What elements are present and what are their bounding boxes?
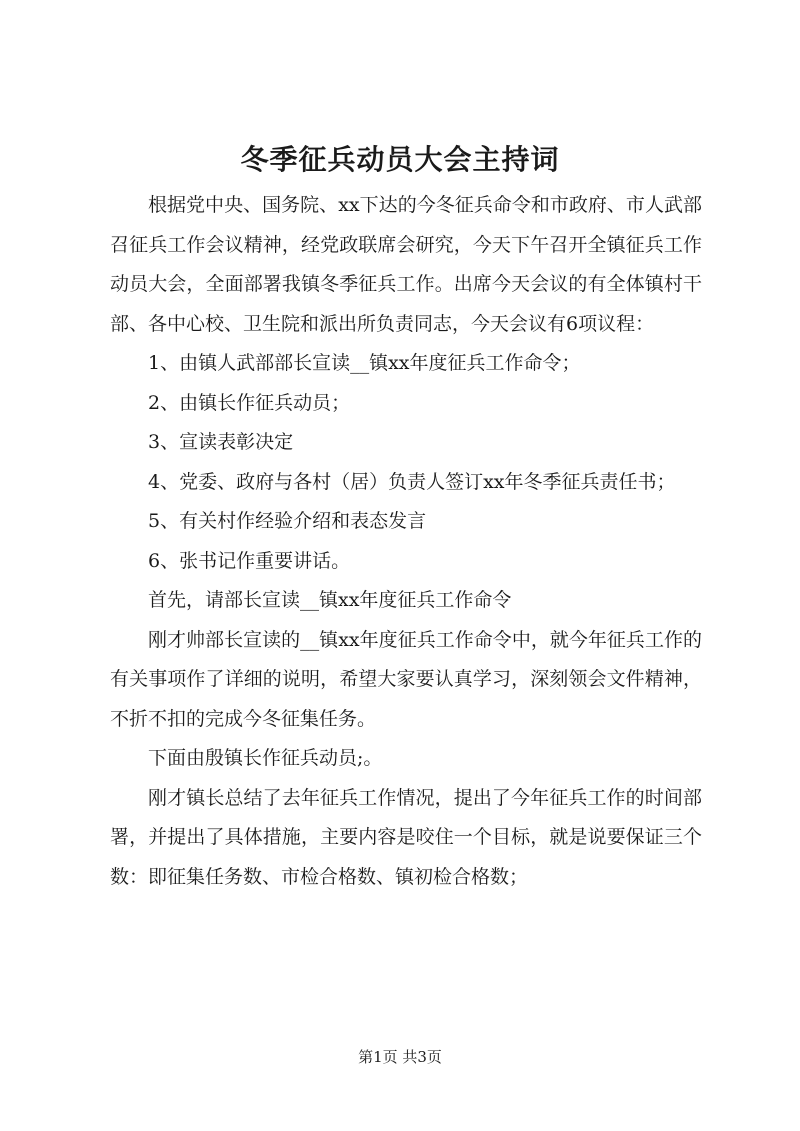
paragraph-mayor-summary: 刚才镇长总结了去年征兵工作情况，提出了今年征兵工作的时间部署，并提出了具体措施，主要内容是咬住一个目标，就是说要保证三个数：即征集任务数、市检合格数、镇初检合格数； <box>110 786 702 888</box>
agenda-item-6: 6、张书记作重要讲话。 <box>148 549 351 572</box>
paragraph-command-summary: 刚才帅部长宣读的__镇xx年度征兵工作命令中，就今年征兵工作的有关事项作了详细的说明，希望大家要认真学习，深刻领会文件精神，不折不扣的完成今冬征集任务。 <box>110 628 702 730</box>
paragraph-first-step: 首先，请部长宣读__镇xx年度征兵工作命令 <box>148 589 512 611</box>
agenda-item-3: 3、宣读表彰决定 <box>148 431 294 453</box>
page-footer: 第1页 共3页 <box>358 1048 442 1066</box>
paragraph-intro: 根据党中央、国务院、xx下达的今冬征兵命令和市政府、市人武部召征兵工作会议精神，经党政联席会研究，今天下午召开全镇征兵工作动员大会，全面部署我镇冬季征兵工作。出席今天会议的有全体镇村干部、各中心校、卫生院和派出所负责同志，今天会议有6项议程： <box>110 194 702 335</box>
agenda-item-4: 4、党委、政府与各村（居）负责人签订xx年冬季征兵责任书； <box>148 470 676 493</box>
paragraph-mobilization: 下面由殷镇长作征兵动员;。 <box>148 747 383 769</box>
agenda-item-1: 1、由镇人武部部长宣读__镇xx年度征兵工作命令； <box>148 352 581 374</box>
page-title: 冬季征兵动员大会主持词 <box>240 143 560 176</box>
agenda-item-2: 2、由镇长作征兵动员； <box>148 391 351 414</box>
agenda-item-5: 5、有关村作经验介绍和表态发言 <box>148 510 427 532</box>
document-body <box>110 186 702 897</box>
